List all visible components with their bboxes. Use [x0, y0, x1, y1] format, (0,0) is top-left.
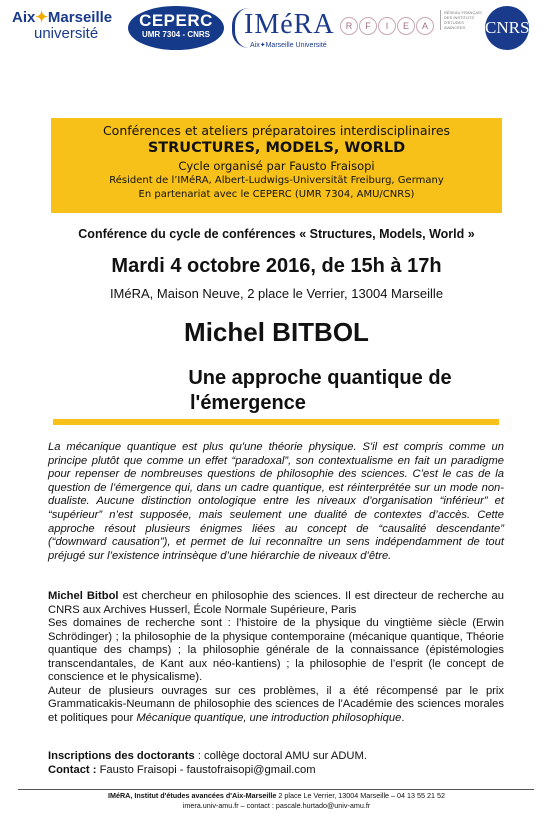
contact-info — [48, 749, 504, 777]
talk-title-line-2: l'émergence — [190, 392, 306, 414]
cycle-heading: Conférence du cycle de conférences « Structures, Models, World » — [78, 227, 475, 241]
rfiea-letter: E — [397, 17, 415, 35]
amu-logo-text-b: Marseille — [47, 9, 113, 26]
footer-line-2: imera.univ-amu.fr – contact : pascale.hurtado@univ-amu.fr — [182, 801, 371, 810]
bio-paragraph-3 — [48, 685, 504, 726]
footer-divider — [18, 789, 534, 790]
abstract-paragraph: La mécanique quantique est plus qu'une théorie physique. S'il est compris comme un principe plutôt que comme un effet “paradoxal”, son contextualisme en fait un paradigme pour repenser de nombreuses questions de philosophie des sciences. C’est le cas de la question de l’émergence qui, dans un cadre quantique, est réinterprétée sur un mode non-dualiste. Aucune distinction ontologique entre les niveaux d’organisation “inférieur” et “supérieur” n’est supposée, mais seulement une dualité de contextes d’accès. Cette approche résout plusieurs énigmes liées au concept de “causalité descendante” (“downward causation”), et permet de lui reconnaître un sens indépendamment de tout préjugé sur l’existence intrinsèque d’une hiérarchie de niveaux d’être. — [48, 441, 504, 562]
footer-address: 2 place Le Verrier, 13004 Marseille – 04 13 55 21 52 — [276, 791, 445, 800]
rfiea-logo-note: RÉSEAU FRANÇAIS DES INSTITUTS D'ÉTUDES AVANCÉES — [440, 10, 484, 30]
bio-paragraph-2: Ses domaines de recherche sont : l’histoire de la physique du vingtième siècle (Erwin Schrödinger) ; la philosophie de la physique contemporaine (mécanique quantique, Théorie quantique des champs) ; la philosophie générale de la connaissance (épistémologies transcendantales, de Kant aux néo-kantiens) ; la philosophie de l’esprit (le concept de conscience et le physicalisme). — [48, 617, 504, 683]
ceperc-logo — [128, 6, 224, 50]
event-date: Mardi 4 octobre 2016, de 15h à 17h — [111, 255, 442, 277]
amu-logo-text-a: Aix — [12, 9, 36, 26]
speaker-name: Michel BITBOL — [184, 317, 369, 347]
rfiea-letter: A — [416, 17, 434, 35]
rfiea-letter: R — [340, 17, 358, 35]
footer-org: IMéRA, Institut d'études avancées d'Aix-Marseille — [107, 791, 277, 800]
cycle-banner — [51, 118, 502, 213]
cnrs-logo: CNRS — [485, 6, 529, 50]
banner-affiliation: Résident de l’IMéRA, Albert-Ludwigs-Universität Freiburg, Germany — [109, 175, 444, 186]
registration-line — [48, 749, 504, 763]
banner-partnership: En partenariat avec le CEPERC (UMR 7304, AMU/CNRS) — [138, 189, 415, 200]
ceperc-logo-subtext: UMR 7304 - CNRS — [141, 30, 210, 39]
banner-title: STRUCTURES, MODELS, WORLD — [147, 140, 406, 156]
footer — [0, 791, 553, 811]
amu-logo-subtext: université — [34, 25, 99, 42]
ceperc-logo-text: CEPERC — [139, 11, 213, 30]
imera-logo — [232, 8, 335, 52]
contact-line — [48, 763, 504, 777]
imera-logo-text: IMéRA — [244, 9, 335, 40]
aix-marseille-universite-logo — [12, 10, 122, 50]
rfiea-letter: F — [359, 17, 377, 35]
bio-text-3: Auteur de plusieurs ouvrages sur ces problèmes, il a été récompensé par le prix Grammaticakis-Neumann de philosophie des sciences de l'Académie des sciences morales et politiques pour — [48, 684, 504, 724]
imera-logo-subtext: Aix✦Marseille Université — [250, 42, 327, 49]
registration-text: : collège doctoral AMU sur ADUM. — [194, 750, 367, 762]
banner-line-1: Conférences et ateliers préparatoires interdisciplinaires — [102, 123, 451, 138]
registration-label: Inscriptions des doctorants — [48, 750, 195, 762]
footer-line-1 — [0, 791, 553, 801]
speaker-bio — [48, 590, 504, 725]
event-venue: IMéRA, Maison Neuve, 2 place le Verrier, 13004 Marseille — [109, 286, 444, 301]
contact-label: Contact : — [48, 764, 97, 776]
title-divider — [53, 419, 499, 425]
bio-text-1: est chercheur en philosophie des sciences. Il est directeur de recherche au CNRS aux Archives Husserl, École Normale Supérieure, Paris — [48, 590, 504, 616]
logo-strip — [0, 0, 553, 62]
talk-title-line-1: Une approche quantique de — [188, 367, 452, 389]
star-icon: ✦ — [35, 9, 48, 26]
bio-text-3-end: . — [401, 711, 405, 724]
bio-book-title: Mécanique quantique, une introduction philosophique — [136, 711, 402, 724]
banner-organizer: Cycle organisé par Fausto Fraisopi — [178, 159, 375, 173]
rfiea-logo — [340, 16, 436, 38]
contact-text: Fausto Fraisopi - faustofraisopi@gmail.com — [96, 764, 316, 776]
rfiea-letter: I — [378, 17, 396, 35]
bio-paragraph-1 — [48, 590, 504, 617]
bio-name: Michel Bitbol — [48, 590, 119, 602]
